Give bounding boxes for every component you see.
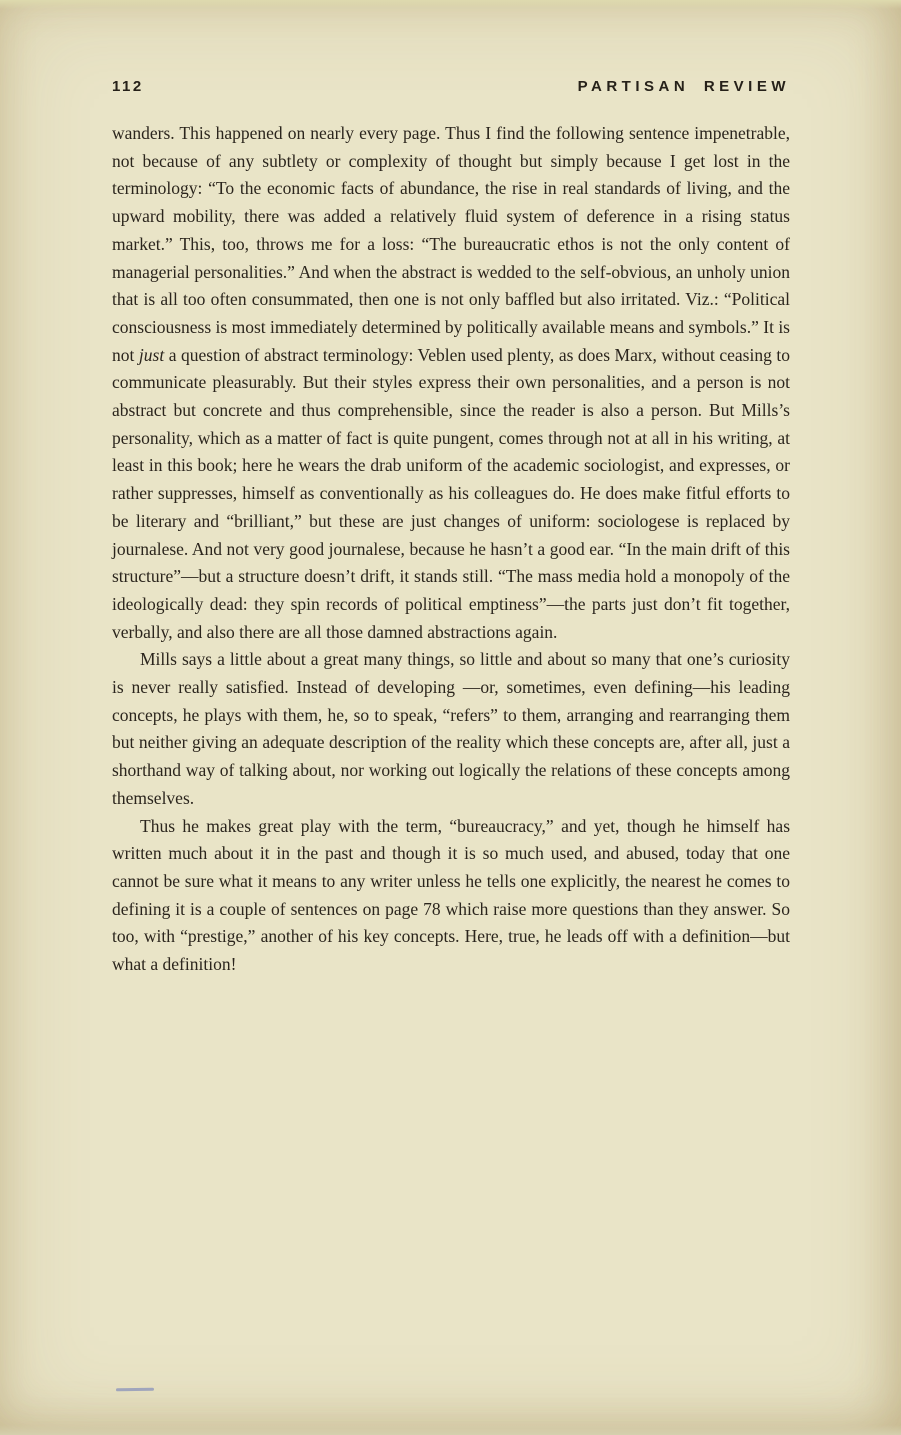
body-text xyxy=(112,120,790,979)
paragraph xyxy=(112,813,790,979)
text-run: wanders. This happened on nearly every page. Thus I find the following sentence impenetrable, not because of any subtlety or complexity of thought but simply because I get lost in the terminology: “To the economic facts of abundance, the rise in real standards of living, and the upward mobility, there was added a relatively fluid system of deference in a rising status market.” This, too, throws me for a loss: “The bureaucratic ethos is not the only content of managerial personalities.” And when the abstract is wedded to the self-obvious, an unholy union that is all too often consummated, then one is not only baffled but also irritated. Viz.: “Political consciousness is most immediately determined by politically available means and symbols.” It is not xyxy=(112,123,790,365)
running-head xyxy=(112,78,790,95)
page-number: 112 xyxy=(112,78,144,95)
journal-title: PARTISAN REVIEW xyxy=(577,78,790,95)
text-run: Thus he makes great play with the term, “bureaucracy,” and yet, though he himself has written much about it in the past and though it is so much used, and abused, today that one cannot be sure what it means to any writer unless he tells one explicitly, the nearest he comes to defining it is a couple of sentences on page 78 which raise more questions than they answer. So too, with “prestige,” another of his key concepts. Here, true, he leads off with a definition—but what a definition! xyxy=(112,815,790,975)
paragraph xyxy=(112,120,790,646)
paragraph xyxy=(112,646,790,812)
text-run: Mills says a little about a great many things, so little and about so many that one’s curiosity is never really satisfied. Instead of developing —or, sometimes, even defining—his leading concepts, he plays with them, he, so to speak, “refers” to them, arranging and rearranging them but neither giving an adequate description of the reality which these concepts are, after all, just a shorthand way of talking about, nor working out logically the relations of these concepts among themselves. xyxy=(112,649,790,808)
emphasized-text: just xyxy=(138,344,165,365)
ink-mark xyxy=(116,1388,154,1392)
text-run: a question of abstract terminology: Veblen used plenty, as does Marx, without ceasing to communicate pleasurably. But their styles express their own personalities, and a person is not abstract but concrete and thus comprehensible, since the reader is also a person. But Mills’s personality, which as a matter of fact is quite pungent, comes through not at all in his writing, at least in this book; here he wears the drab uniform of the academic sociologist, and expresses, or rather suppresses, himself as conventionally as his colleagues do. He does make fitful efforts to be literary and “brilliant,” but these are just changes of uniform: sociologese is replaced by journalese. And not very good journalese, because he hasn’t a good ear. “In the main drift of this structure”—but a structure doesn’t drift, it stands still. “The mass media hold a monopoly of the ideologically dead: they spin records of political emptiness”—the parts just don’t fit together, verbally, and also there are all those damned abstractions again. xyxy=(112,344,790,642)
